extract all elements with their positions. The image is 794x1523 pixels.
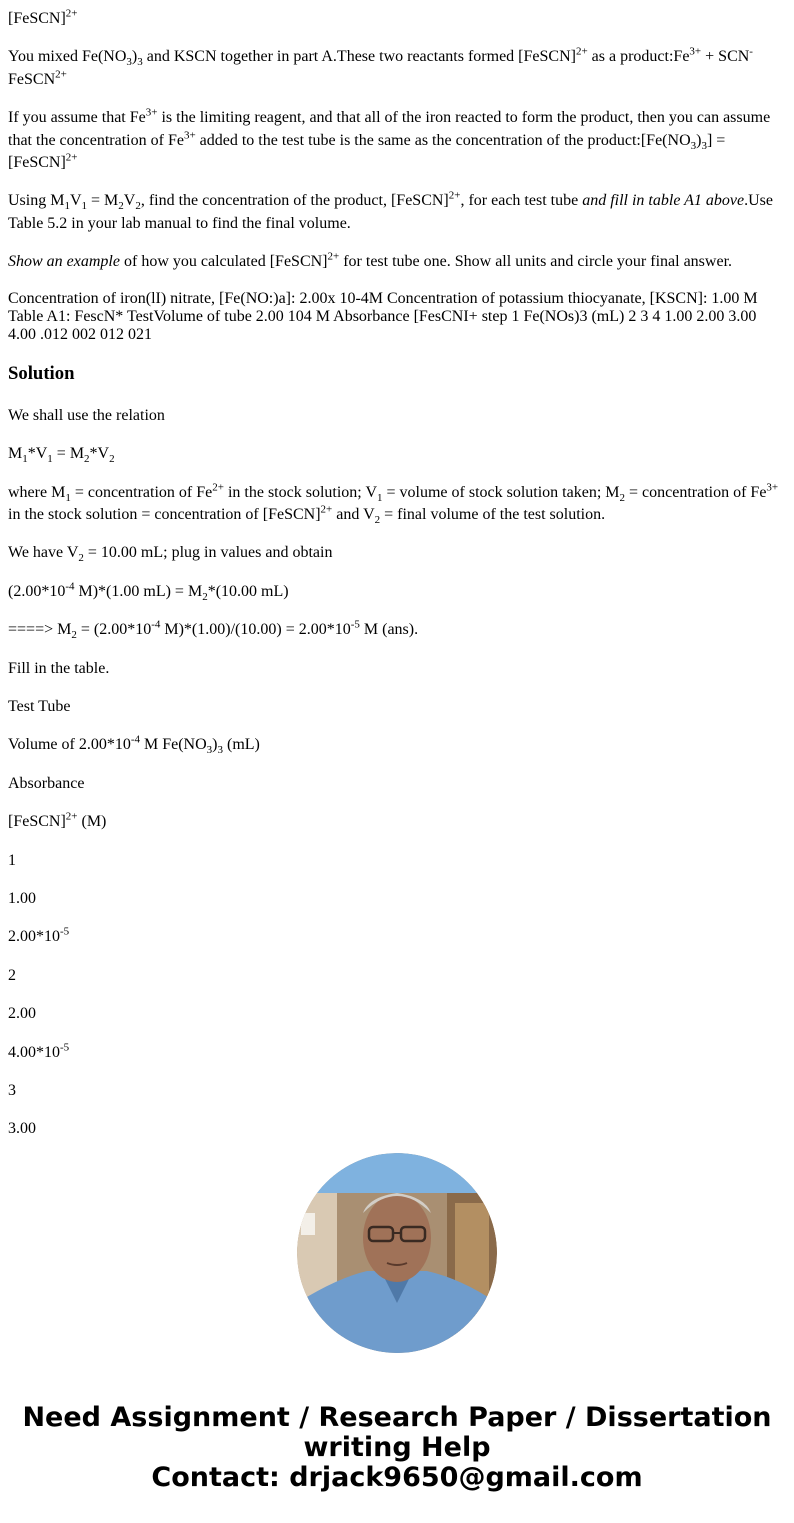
- solution-relation: $M_1*V_1 = M_2*V_2$: [8, 445, 115, 466]
- table-header-concentration: [FeSCN]$^{2+}$ (M): [8, 810, 107, 831]
- table-cell: 3.00: [8, 1120, 36, 1138]
- table-header-absorbance: Absorbance: [8, 774, 85, 792]
- contact-banner: [0, 1403, 794, 1493]
- table-cell: 3: [8, 1081, 16, 1099]
- banner-line-3: Contact: drjack9650@gmail.com: [151, 1462, 643, 1493]
- solution-answer: ====> $M_2 = (2.00*10^{-4}$ $M)*(1.00)/(10.00) = 2.00*10^{-5}$ M (ans).: [8, 618, 419, 642]
- intro-heading: [FeSCN]$^{2+}$: [8, 7, 78, 27]
- solution-heading: Solution: [8, 362, 75, 384]
- table-cell: 1: [8, 851, 16, 869]
- table-header-test-tube: Test Tube: [8, 697, 71, 715]
- solution-substitution: ($2.00*10^{-4}$ M)*(1.00 $mL) = M_2*(10.00$ mL): [8, 580, 289, 603]
- intro-paragraph-1: You mixed $Fe(NO_3)_3$ and KSCN together in part A.These two reactants formed [FeSCN]$^{2+}$ as a $product:Fe^{3+} + SCN^-$ FeSCN$^{2+}$: [8, 46, 753, 88]
- ocr-text: Concentration of iron(lI) nitrate, [Fe(NO:)a]: 2.00x 10-4M Concentration of potassium thiocyanate, [KSCN]: 1.00 M Table A1: FescN* TestVolume of tube 2.00 104 M Absorbance [FesCNI+ step 1 Fe(NOs)3 (mL) 2 3 4 1.00 2.00 3.00 4.00 .012 002 012 021: [8, 289, 758, 344]
- solution-volume: We have $V_2 = 10.00$ mL; plug in values and obtain: [8, 544, 333, 565]
- table-cell: 2.00: [8, 1005, 36, 1023]
- results-table: [8, 696, 786, 1141]
- intro-paragraph-2: If you assume that $Fe^{3+}$ is the limiting reagent, and that all of the iron reacted to form the product, then you can assume that the concentration of $Fe^{3+}$ added to the test tube is the same as the concentration of the $product:[Fe(NO_3)_3]$ = [FeSCN]$^{2+}$: [8, 106, 771, 171]
- author-portrait-image: [297, 1153, 497, 1353]
- author-photo: [297, 1153, 497, 1353]
- table-cell: 2: [8, 966, 16, 984]
- solution-line-1: We shall use the relation: [8, 406, 165, 424]
- table-cell: 1.00: [8, 889, 36, 907]
- intro-paragraph-3: Using $M_1V_1 = M_2V_2$, find the concentration of the product, [FeSCN]$^{2+}$, for each test tube and fill in table A1 above.Use Table 5.2 in your lab manual to find the final volume.: [8, 190, 773, 232]
- banner-line-1: Need Assignment / Research Paper / Dissertation: [22, 1402, 772, 1433]
- table-cell: $4.00*10^{-5}$: [8, 1041, 70, 1061]
- table-header-volume: Volume of $2.00*10^{-4}$ M $Fe(NO_3)_3$ (mL): [8, 734, 260, 757]
- intro-paragraph-4: Show an example of how you calculated [FeSCN]$^{2+}$ for test tube one. Show all units and circle your final answer.: [8, 250, 733, 271]
- banner-line-2: writing Help: [303, 1432, 491, 1463]
- table-cell: $2.00*10^{-5}$: [8, 926, 70, 946]
- solution-definitions: where $M_1$ = concentration of $Fe^{2+}$ in the stock solution; $V_1$ = volume of stock solution taken; $M_2$ = concentration of $Fe^{3+}$ in the stock solution = concentration of [FeSCN]$^{2+}$ and $V_2$ = final volume of the test solution.: [8, 481, 779, 527]
- solution-fill-table: Fill in the table.: [8, 659, 110, 677]
